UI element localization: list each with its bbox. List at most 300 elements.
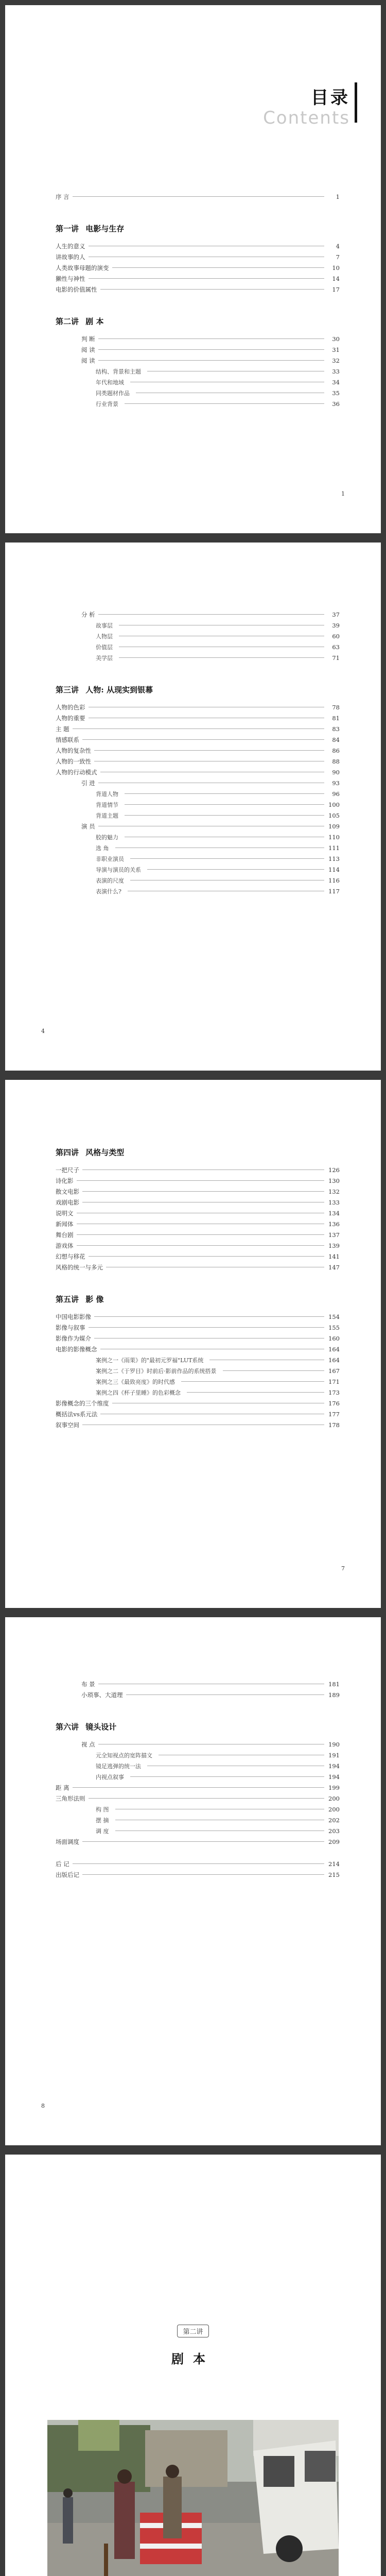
toc-row[interactable] — [56, 377, 340, 388]
toc-row[interactable] — [56, 1420, 340, 1431]
toc-row[interactable] — [56, 1859, 340, 1870]
toc-row-page: 178 — [328, 1421, 340, 1429]
leader-dots — [100, 771, 325, 772]
toc-row-title: 獭性与神性 — [56, 275, 85, 282]
leader-dots — [115, 1819, 325, 1820]
toc-row-title: 案例之一《雨果》的"最初元罗福"LUT系统 — [96, 1357, 204, 1364]
toc-page-4 — [5, 1617, 381, 2145]
leader-dots — [89, 1798, 325, 1799]
toc-row[interactable] — [56, 1398, 340, 1409]
toc-row[interactable] — [56, 1165, 340, 1176]
toc-row[interactable] — [56, 778, 340, 789]
leader-dots — [147, 869, 324, 870]
toc-row-title: 叙事空间 — [56, 1421, 79, 1429]
toc-row-page: 111 — [328, 844, 340, 852]
leader-dots — [77, 1234, 325, 1235]
toc-row[interactable] — [56, 886, 340, 897]
toc-row-title: 故事层 — [96, 622, 113, 629]
toc-row-title: 情感联系 — [56, 736, 79, 743]
leader-dots — [147, 370, 324, 371]
chapter-title: 风格与类型 — [85, 1148, 125, 1157]
toc-row-title: 背道人物 — [96, 791, 118, 798]
toc-row-page: 34 — [332, 379, 340, 386]
tail-items — [56, 1859, 340, 1880]
toc-row-page: 214 — [328, 1860, 340, 1868]
toc-row-title: 人物的重要 — [56, 715, 85, 722]
page-number: 1 — [341, 490, 345, 497]
toc-row[interactable] — [56, 821, 340, 832]
toc-row-title: 年代和地域 — [96, 379, 124, 386]
leader-dots — [130, 858, 324, 859]
leader-dots — [147, 1765, 324, 1766]
leader-dots — [98, 825, 324, 826]
toc-row-title: 元全知视点的宽阵描文 — [96, 1752, 152, 1759]
leader-dots — [106, 1266, 324, 1267]
toc-row[interactable] — [56, 756, 340, 767]
toc-row-title: 表演的尺度 — [96, 877, 124, 884]
toc-row-page: 39 — [332, 622, 340, 629]
toc-row[interactable] — [56, 832, 340, 843]
toc-row-page: 194 — [328, 1762, 340, 1770]
toc-row-title: 背道主题 — [96, 812, 118, 819]
leader-dots — [94, 1337, 324, 1338]
toc-row[interactable] — [56, 334, 340, 345]
toc-row-title: 影像与叙事 — [56, 1324, 85, 1331]
leader-dots — [223, 1370, 325, 1371]
leader-dots — [82, 1841, 324, 1842]
street-scene-image — [47, 2420, 339, 2576]
toc-row-title: 引 进 — [81, 779, 95, 787]
toc-row-page: 32 — [332, 357, 340, 364]
leader-dots — [119, 646, 324, 647]
toc-row-page: 86 — [332, 747, 340, 754]
toc-row[interactable] — [56, 1783, 340, 1793]
lecture-heading — [5, 2325, 381, 2367]
toc-row[interactable] — [56, 735, 340, 745]
toc-row-title: 舞台剧 — [56, 1231, 74, 1239]
toc-row[interactable] — [56, 284, 340, 295]
toc-row[interactable] — [56, 1826, 340, 1837]
leader-dots — [77, 1212, 325, 1213]
toc-row[interactable] — [56, 1837, 340, 1848]
toc-row-title: 背道情节 — [96, 802, 118, 808]
chapter-title: 剧 本 — [85, 317, 104, 326]
toc-row-page: 71 — [332, 654, 340, 662]
leader-dots — [119, 635, 324, 636]
toc-row-title: 风格的统一与多元 — [56, 1264, 103, 1271]
leader-dots — [89, 245, 325, 246]
toc-row-page: 160 — [328, 1335, 340, 1342]
leader-dots — [159, 1754, 324, 1755]
lecture-name: 剧本 — [171, 2351, 215, 2366]
toc-row-page: 36 — [332, 400, 340, 408]
toc-row-page: 164 — [328, 1357, 340, 1364]
leader-dots — [77, 1245, 325, 1246]
toc-row[interactable] — [56, 810, 340, 821]
toc-row-page: 90 — [332, 769, 340, 776]
continued-items — [56, 1679, 340, 1701]
toc-row-page: 117 — [328, 888, 340, 895]
chapter-title: 电影与生存 — [85, 224, 125, 233]
toc-row-page: 116 — [328, 877, 340, 884]
leader-dots — [89, 278, 325, 279]
toc-page-3 — [5, 1080, 381, 1608]
toc-title-cn: 目录 — [311, 88, 350, 108]
leader-dots — [100, 1348, 325, 1349]
leader-dots — [73, 196, 324, 197]
toc-row[interactable] — [56, 1262, 340, 1273]
leader-dots — [130, 879, 324, 880]
toc-row-title: 概括法vs系元法 — [56, 1411, 98, 1418]
toc-title-en: Contents — [263, 108, 350, 128]
toc-row-title: 判 断 — [81, 335, 95, 343]
leader-dots — [209, 1359, 324, 1360]
toc-row-title: 场面调度 — [56, 1838, 79, 1845]
toc-row-page: 147 — [328, 1264, 340, 1271]
leader-dots — [77, 1180, 325, 1181]
toc-row[interactable] — [56, 1344, 340, 1355]
toc-row[interactable] — [56, 724, 340, 735]
leader-dots — [119, 657, 324, 658]
toc-row[interactable] — [56, 1355, 340, 1366]
leader-dots — [89, 1327, 325, 1328]
toc-row[interactable] — [56, 1219, 340, 1230]
toc-row-title: 摆 摘 — [96, 1817, 109, 1824]
chapter-2-items — [56, 334, 340, 410]
toc-row-title: 行业背景 — [96, 401, 118, 408]
toc-row-title: 后 记 — [56, 1860, 69, 1868]
leader-dots — [82, 1874, 324, 1875]
toc-row[interactable] — [56, 865, 340, 875]
continued-items — [56, 609, 340, 664]
toc-row-title: 镜足逃弹的统一法 — [96, 1763, 141, 1770]
toc-row[interactable] — [56, 1323, 340, 1333]
toc-row-title: 中国电影影像 — [56, 1313, 91, 1320]
toc-row-title: 案例之三《最致亮度》的时代感 — [96, 1379, 175, 1385]
toc-row[interactable] — [56, 1197, 340, 1208]
toc-row[interactable] — [56, 1187, 340, 1197]
leader-dots — [73, 728, 324, 729]
toc-row-title: 序 言 — [56, 193, 69, 200]
toc-row[interactable] — [56, 642, 340, 653]
toc-row[interactable] — [56, 702, 340, 713]
toc-row-title: 美学层 — [96, 655, 113, 662]
leader-dots — [89, 706, 325, 707]
toc-row[interactable] — [56, 263, 340, 274]
toc-row[interactable] — [56, 1333, 340, 1344]
toc-row-page: 88 — [332, 758, 340, 765]
toc-row-page: 109 — [328, 823, 340, 830]
toc-row-page: 171 — [328, 1378, 340, 1385]
leader-dots — [125, 804, 324, 805]
toc-row[interactable] — [56, 713, 340, 724]
toc-row-page: 31 — [332, 346, 340, 353]
toc-row[interactable] — [56, 1387, 340, 1398]
toc-row-page: 33 — [332, 368, 340, 375]
toc-row-page: 154 — [328, 1313, 340, 1320]
toc-row[interactable] — [56, 767, 340, 778]
chapter-number: 第五讲 — [56, 1295, 79, 1304]
toc-row-page: 10 — [332, 264, 340, 272]
toc-row-title: 人类故事母题的演变 — [56, 264, 109, 272]
lecture-title-page — [5, 2155, 381, 2576]
toc-row-title: 影像概念的三个维度 — [56, 1400, 109, 1407]
chapter-6-items — [56, 1739, 340, 1848]
leader-dots — [94, 1316, 324, 1317]
toc-row-page: 190 — [328, 1741, 340, 1748]
chapter-1-items — [56, 241, 340, 295]
toc-row-title: 阅 读 — [81, 357, 95, 364]
toc-block — [56, 192, 340, 410]
toc-row-title: 选 角 — [96, 845, 109, 852]
toc-row[interactable] — [56, 1750, 340, 1761]
toc-row-preface[interactable] — [56, 192, 340, 202]
toc-row[interactable] — [56, 800, 340, 810]
leader-dots — [98, 1743, 324, 1744]
toc-row[interactable] — [56, 1241, 340, 1251]
toc-row-title: 调 度 — [96, 1828, 109, 1835]
toc-row[interactable] — [56, 843, 340, 854]
chapter-heading[interactable] — [56, 684, 340, 695]
toc-row-title: 人物层 — [96, 633, 113, 640]
toc-row[interactable] — [56, 274, 340, 284]
leader-dots — [130, 381, 324, 382]
toc-row[interactable] — [56, 1793, 340, 1804]
toc-row[interactable] — [56, 1870, 340, 1880]
toc-row[interactable] — [56, 789, 340, 800]
leader-dots — [82, 1191, 324, 1192]
toc-row-title: 幻想与移花 — [56, 1253, 85, 1260]
toc-row[interactable] — [56, 1366, 340, 1377]
toc-row-title: 布 景 — [81, 1681, 95, 1688]
toc-row-title: 人物的一致性 — [56, 758, 91, 765]
toc-row-title: 表演什么? — [96, 888, 121, 895]
leader-dots — [82, 1169, 324, 1170]
toc-row[interactable] — [56, 1690, 340, 1701]
toc-row-title: 诗化影 — [56, 1177, 74, 1184]
toc-row-page: 136 — [328, 1221, 340, 1228]
toc-row[interactable] — [56, 1409, 340, 1420]
toc-row-page: 113 — [328, 855, 340, 862]
toc-row-page: 167 — [328, 1367, 340, 1375]
toc-row-title: 影像作为媒介 — [56, 1335, 91, 1342]
toc-block — [56, 609, 340, 897]
toc-row[interactable] — [56, 1251, 340, 1262]
leader-dots — [181, 1381, 324, 1382]
leader-dots — [94, 760, 324, 761]
toc-row[interactable] — [56, 1804, 340, 1815]
toc-row[interactable] — [56, 653, 340, 664]
toc-row[interactable] — [56, 875, 340, 886]
toc-row-page: 141 — [328, 1253, 340, 1260]
toc-row[interactable] — [56, 355, 340, 366]
toc-row-page: 176 — [328, 1400, 340, 1407]
toc-row-page: 110 — [328, 834, 340, 841]
chapter-4-items — [56, 1165, 340, 1273]
toc-row[interactable] — [56, 745, 340, 756]
leader-dots — [89, 717, 325, 718]
toc-row-page: 4 — [336, 243, 340, 250]
toc-row-page: 7 — [336, 253, 340, 261]
page-number: 7 — [341, 1565, 345, 1572]
page-number: 8 — [41, 2103, 45, 2109]
toc-header — [263, 83, 350, 128]
toc-row-title: 案例之二《于罗目》时前后·影前作品的系统搭景 — [96, 1368, 217, 1375]
toc-page-2 — [5, 543, 381, 1071]
toc-row[interactable] — [56, 1208, 340, 1219]
leader-dots — [89, 1256, 325, 1257]
toc-row-title: 散文电影 — [56, 1188, 79, 1195]
film-still-photo — [47, 2420, 339, 2576]
toc-row[interactable] — [56, 399, 340, 410]
toc-row[interactable] — [56, 1230, 340, 1241]
toc-row-page: 60 — [332, 633, 340, 640]
leader-dots — [115, 1808, 325, 1809]
leader-dots — [73, 1863, 324, 1864]
leader-dots — [187, 1392, 324, 1393]
toc-row[interactable] — [56, 388, 340, 399]
chapter-heading[interactable] — [56, 223, 340, 234]
toc-row-page: 126 — [328, 1166, 340, 1174]
toc-row-page: 215 — [328, 1871, 340, 1878]
toc-row-page: 181 — [328, 1681, 340, 1688]
leader-dots — [119, 624, 324, 625]
chapter-5-items — [56, 1312, 340, 1431]
toc-row[interactable] — [56, 1377, 340, 1387]
leader-dots — [89, 256, 325, 257]
toc-row-title: 人物的色彩 — [56, 704, 85, 711]
toc-row[interactable] — [56, 345, 340, 355]
toc-row-page: 202 — [328, 1817, 340, 1824]
toc-row[interactable] — [56, 1312, 340, 1323]
leader-dots — [115, 847, 325, 848]
leader-dots — [98, 338, 324, 339]
toc-row-title: 结构、背景和主题 — [96, 368, 141, 375]
toc-row-title: 游戏体 — [56, 1242, 74, 1249]
toc-row-page: 137 — [328, 1231, 340, 1239]
toc-row-title: 说明文 — [56, 1210, 74, 1217]
chapter-number: 第四讲 — [56, 1148, 79, 1157]
toc-row-title: 人生的意义 — [56, 243, 85, 250]
toc-row-title: 人物的复杂性 — [56, 747, 91, 754]
leader-dots — [73, 1787, 324, 1788]
toc-row-title: 三角形法则 — [56, 1795, 85, 1802]
toc-row-page: 191 — [328, 1752, 340, 1759]
toc-row-title: 讲故事的人 — [56, 253, 85, 261]
chapter-heading[interactable] — [56, 316, 340, 327]
leader-dots — [98, 349, 324, 350]
leader-dots — [98, 360, 324, 361]
chapter-heading[interactable] — [56, 1147, 340, 1158]
toc-row[interactable] — [56, 609, 340, 620]
toc-row-page: 30 — [332, 335, 340, 343]
toc-row-page: 164 — [328, 1346, 340, 1353]
toc-row[interactable] — [56, 252, 340, 263]
header-bar — [355, 82, 357, 123]
toc-row-page: 209 — [328, 1838, 340, 1845]
leader-dots — [77, 1223, 325, 1224]
toc-row-title: 戏剧电影 — [56, 1199, 79, 1206]
toc-row-page: 203 — [328, 1827, 340, 1835]
leader-dots — [82, 1424, 324, 1425]
toc-row[interactable] — [56, 1739, 340, 1750]
toc-row-title: 主 题 — [56, 725, 69, 733]
toc-row-title: 演 员 — [81, 823, 95, 830]
toc-row-page: 130 — [328, 1177, 340, 1184]
chapter-title: 人物: 从现实到银幕 — [85, 685, 153, 694]
toc-row[interactable] — [56, 1815, 340, 1826]
chapter-number: 第一讲 — [56, 224, 79, 233]
leader-dots — [126, 1694, 325, 1695]
toc-row-title: 出版后记 — [56, 1871, 79, 1878]
toc-row-page: 200 — [328, 1795, 340, 1802]
toc-row[interactable] — [56, 1679, 340, 1690]
toc-row[interactable] — [56, 1761, 340, 1772]
toc-row[interactable] — [56, 631, 340, 642]
toc-row-page: 155 — [328, 1324, 340, 1331]
leader-dots — [130, 1776, 324, 1777]
leader-dots — [115, 1830, 325, 1831]
toc-row-title: 内视点叙事 — [96, 1774, 124, 1781]
chapter-title: 影 像 — [85, 1295, 104, 1304]
leader-dots — [128, 890, 324, 891]
toc-page-1 — [5, 5, 381, 533]
chapter-heading[interactable] — [56, 1294, 340, 1304]
chapter-heading[interactable] — [56, 1721, 340, 1732]
toc-row-title: 非职业演员 — [96, 856, 124, 862]
lecture-tag: 第二讲 — [177, 2325, 208, 2337]
toc-row-page: 37 — [332, 611, 340, 618]
chapter-number: 第二讲 — [56, 317, 79, 326]
leader-dots — [100, 1413, 324, 1414]
toc-row-page: 105 — [328, 812, 340, 819]
leader-dots — [125, 836, 324, 837]
toc-row[interactable] — [56, 1772, 340, 1783]
toc-row-title: 分 析 — [81, 611, 95, 618]
toc-row[interactable] — [56, 620, 340, 631]
toc-row-page: 132 — [328, 1188, 340, 1195]
toc-row-page: 1 — [336, 193, 340, 200]
toc-row-page: 81 — [332, 715, 340, 722]
toc-row[interactable] — [56, 1176, 340, 1187]
toc-row-page: 83 — [332, 725, 340, 733]
toc-row-page: 173 — [328, 1389, 340, 1396]
leader-dots — [125, 403, 324, 404]
toc-row-page: 189 — [328, 1691, 340, 1699]
toc-row-title: 构 图 — [96, 1806, 109, 1813]
chapter-number: 第三讲 — [56, 685, 79, 694]
toc-row-title: 阅 读 — [81, 346, 95, 353]
toc-row-title: 导演与演员的关系 — [96, 867, 141, 873]
toc-row[interactable] — [56, 854, 340, 865]
toc-row-page: 35 — [332, 389, 340, 397]
toc-row-title: 小琐事、大道理 — [81, 1691, 123, 1699]
toc-row-page: 14 — [332, 275, 340, 282]
toc-row-page: 93 — [332, 779, 340, 787]
leader-dots — [98, 1683, 324, 1684]
toc-row-title: 胶的魅力 — [96, 834, 118, 841]
page-number: 4 — [41, 1028, 45, 1035]
toc-row-page: 177 — [328, 1411, 340, 1418]
toc-row[interactable] — [56, 241, 340, 252]
toc-row-page: 139 — [328, 1242, 340, 1249]
toc-block — [56, 1147, 340, 1431]
toc-row-title: 距 离 — [56, 1784, 69, 1791]
toc-row-page: 200 — [328, 1806, 340, 1813]
toc-row-title: 新闻体 — [56, 1221, 74, 1228]
toc-row[interactable] — [56, 366, 340, 377]
leader-dots — [136, 392, 324, 393]
